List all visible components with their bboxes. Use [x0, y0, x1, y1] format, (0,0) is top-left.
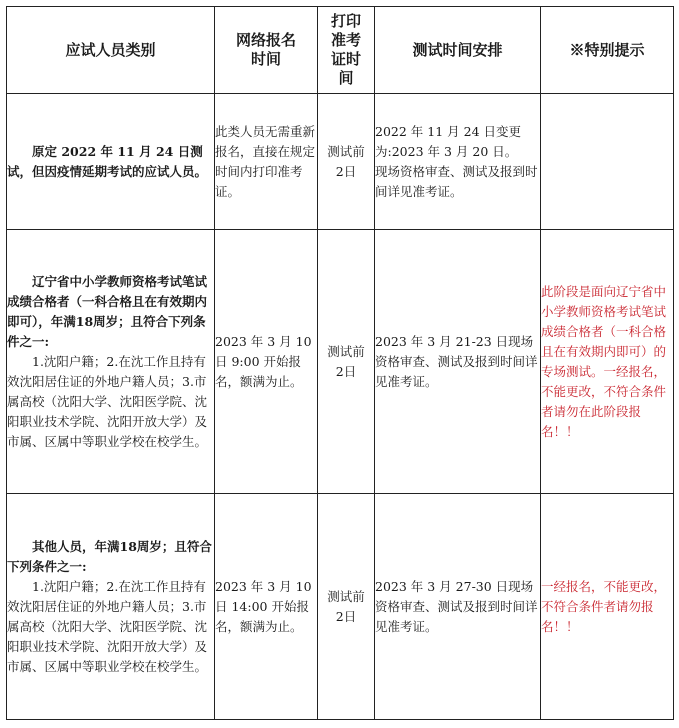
row-2-category	[7, 230, 215, 494]
row-2-category-details: 1.沈阳户籍；2.在沈工作且持有效沈阳居住证的外地户籍人员；3.市属高校（沈阳大学、沈阳医学院、沈阳职业技术学院、沈阳开放大学）及市属、区属中等职业学校在校学生。	[7, 353, 208, 449]
table-row	[7, 494, 674, 720]
row-3-registration: 2023 年 3 月 10 日 14:00 开始报名，额满为止。	[215, 494, 318, 720]
row-3-note: 一经报名，不能更改，不符合条件者请勿报名！！	[541, 494, 674, 720]
table-row	[7, 94, 674, 230]
row-3-print-time: 测试前 2日	[318, 494, 375, 720]
row-1-schedule: 2022 年 11 月 24 日变更为:2023 年 3 月 20 日。 现场资格审查、测试及报到时间详见准考证。	[375, 94, 541, 230]
table-row	[7, 230, 674, 494]
row-3-schedule: 2023 年 3 月 27-30 日现场资格审查、测试及报到时间详见准考证。	[375, 494, 541, 720]
row-1-category	[7, 94, 215, 230]
header-note: ※特别提示	[541, 7, 674, 94]
row-3-category-title: 其他人员，年满18周岁；且符合下列条件之一:	[7, 538, 212, 574]
header-registration: 网络报名 时间	[215, 7, 318, 94]
row-2-schedule: 2023 年 3 月 21-23 日现场资格审查、测试及报到时间详见准考证。	[375, 230, 541, 494]
schedule-table	[6, 6, 674, 720]
row-3-category	[7, 494, 215, 720]
row-2-category-title: 辽宁省中小学教师资格考试笔试成绩合格者（一科合格且在有效期内即可），年满18周岁；且符合下列条件之一:	[7, 273, 208, 349]
row-3-category-details: 1.沈阳户籍；2.在沈工作且持有效沈阳居住证的外地户籍人员；3.市属高校（沈阳大学、沈阳医学院、沈阳职业技术学院、沈阳开放大学）及市属、区属中等职业学校在校学生。	[7, 578, 208, 674]
row-1-print-time: 测试前 2日	[318, 94, 375, 230]
row-2-registration: 2023 年 3 月 10 日 9:00 开始报名，额满为止。	[215, 230, 318, 494]
header-category: 应试人员类别	[7, 7, 215, 94]
row-1-category-title: 原定 2022 年 11 月 24 日测试，但因疫情延期考试的应试人员。	[7, 143, 208, 179]
row-1-note	[541, 94, 674, 230]
header-row	[7, 7, 674, 94]
row-1-registration: 此类人员无需重新报名，直接在规定时间内打印准考证。	[215, 94, 318, 230]
header-schedule: 测试时间安排	[375, 7, 541, 94]
row-2-note: 此阶段是面向辽宁省中小学教师资格考试笔试成绩合格者（一科合格且在有效期内即可）的专场测试。一经报名，不能更改，不符合条件者请勿在此阶段报名！！	[541, 230, 674, 494]
row-2-print-time: 测试前 2日	[318, 230, 375, 494]
header-print-time: 打印 准考 证时 间	[318, 7, 375, 94]
